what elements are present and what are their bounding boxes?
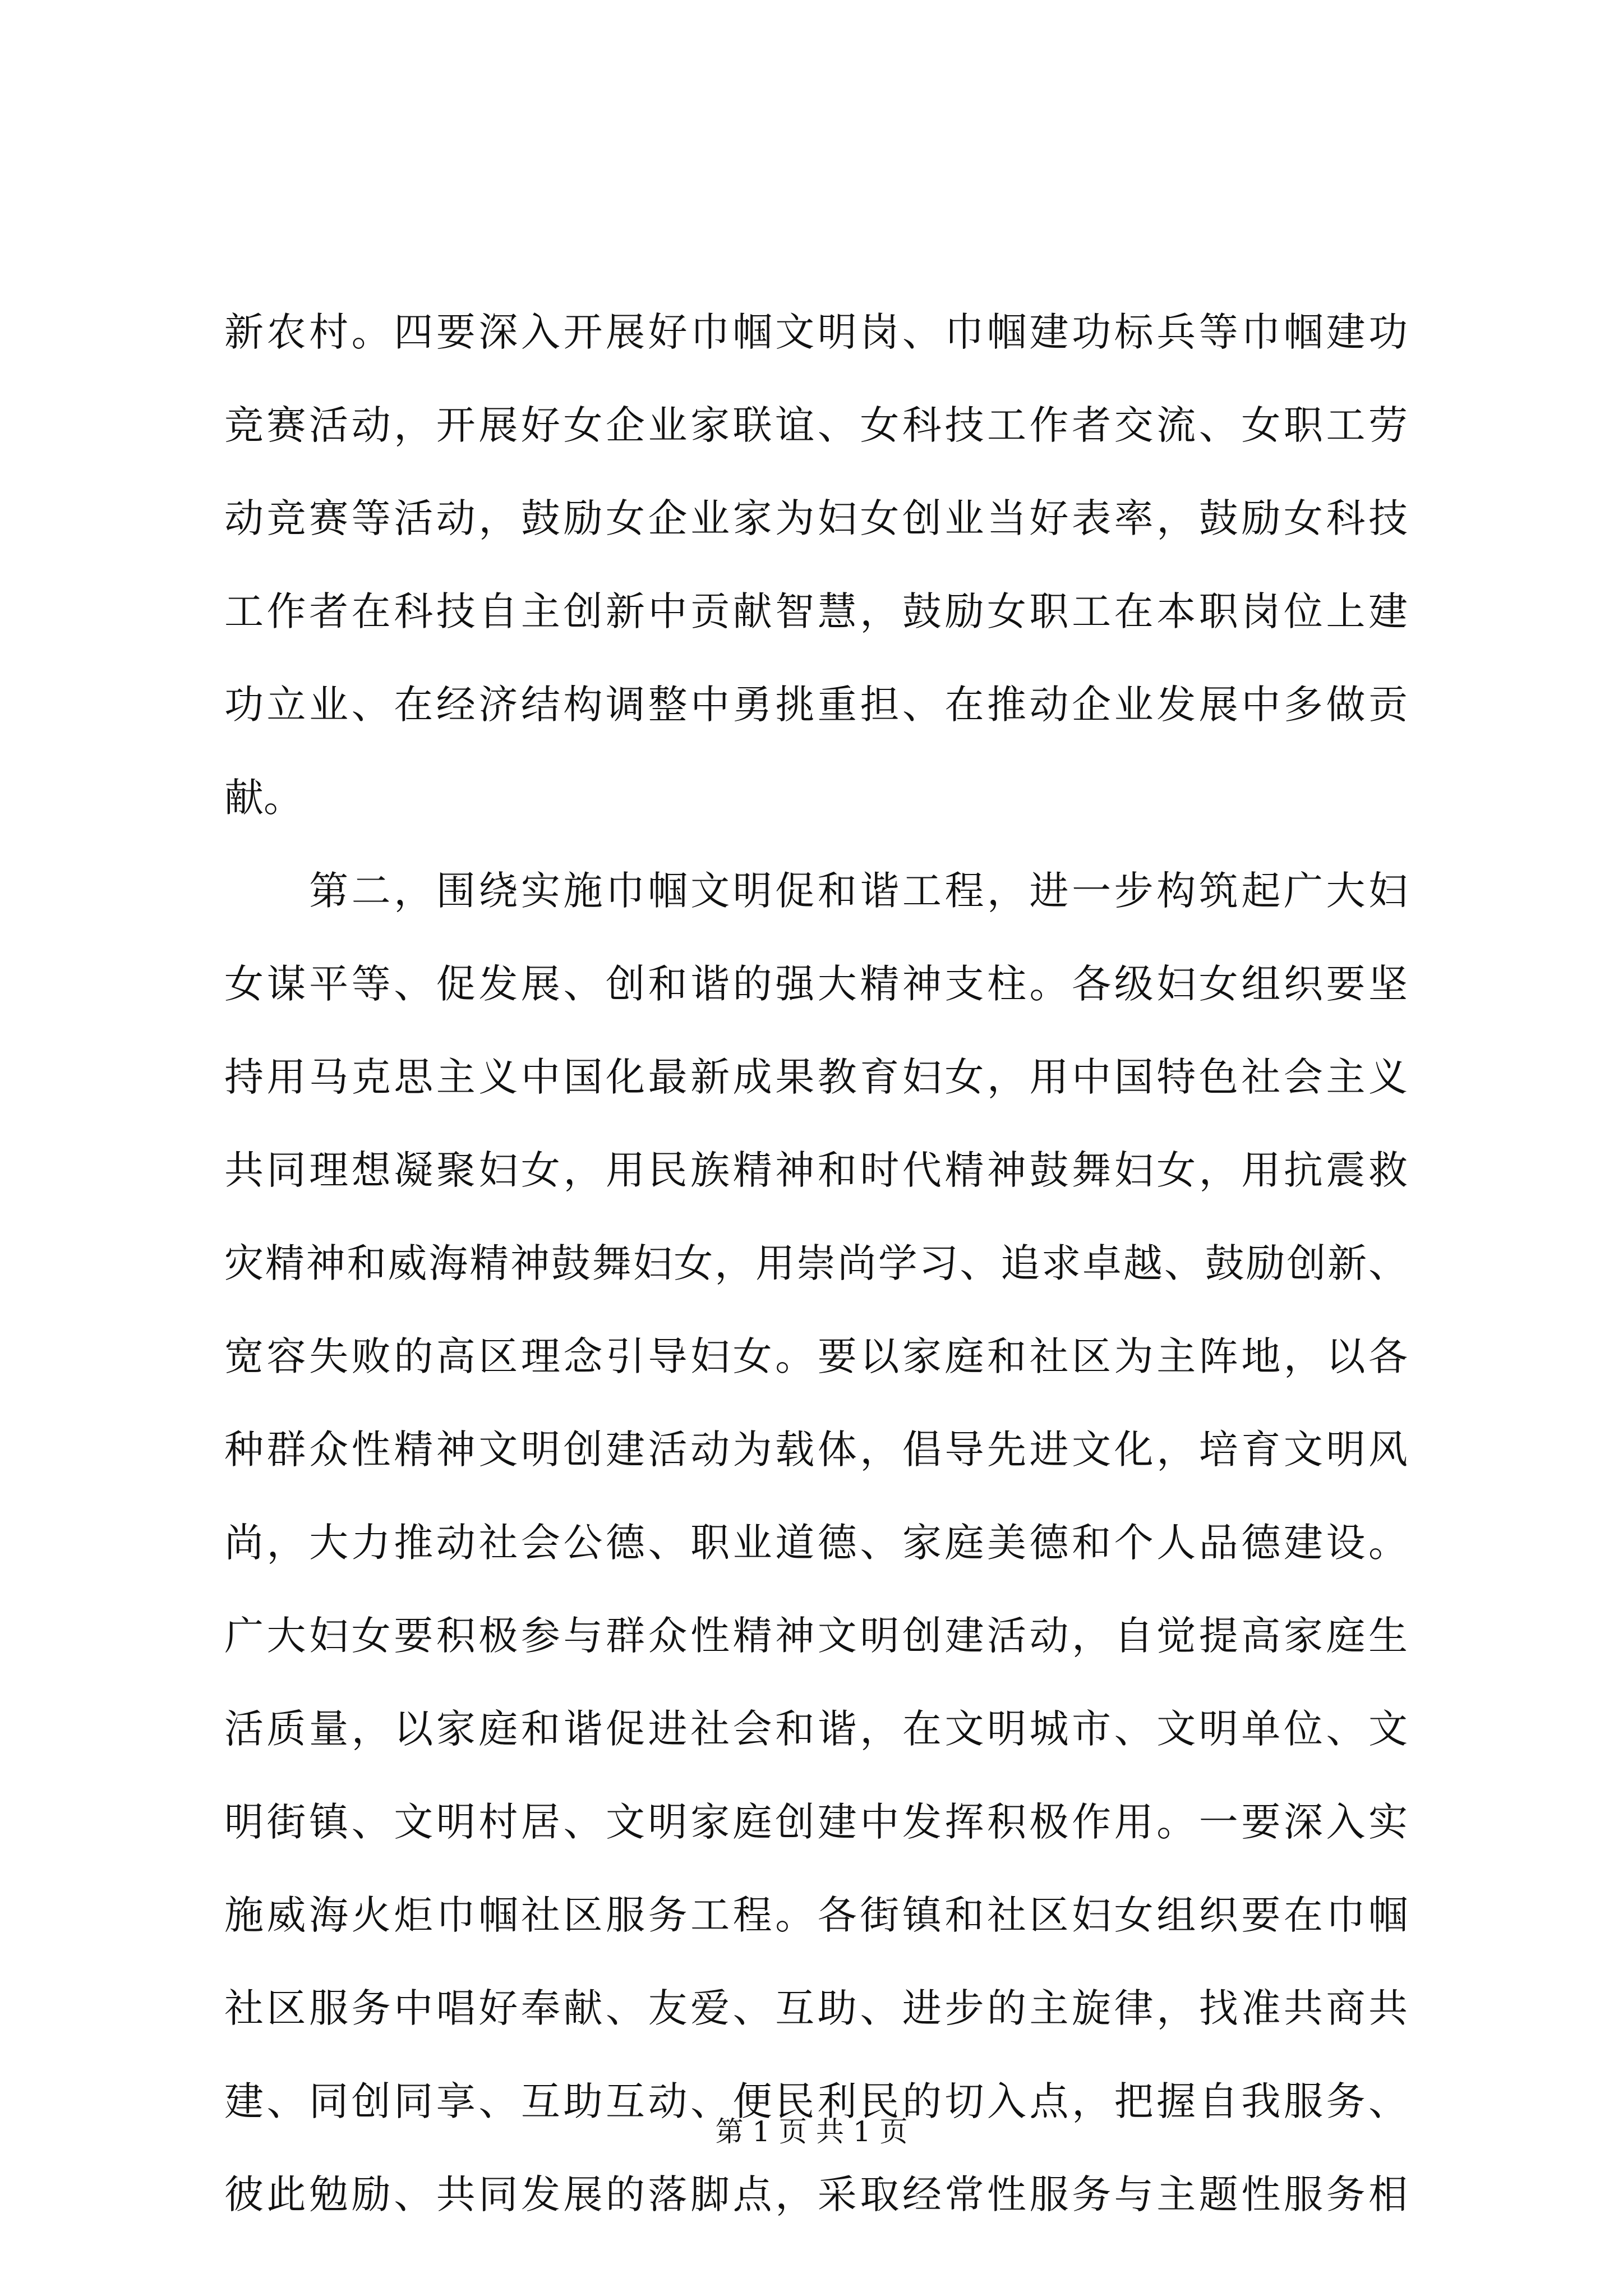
body-text [224, 296, 1408, 2252]
text-line: 彼此勉励、共同发展的落脚点，采取经常性服务与主题性服务相 [224, 2171, 1408, 2217]
text-line: 广大妇女要积极参与群众性精神文明创建活动，自觉提高家庭生 [224, 1613, 1408, 1659]
text-line: 新农村。四要深入开展好巾帼文明岗、巾帼建功标兵等巾帼建功 [224, 309, 1408, 355]
page-footer: 第 1 页 共 1 页 [715, 2115, 908, 2148]
text-line: 动竞赛等活动，鼓励女企业家为妇女创业当好表率，鼓励女科技 [224, 495, 1408, 541]
text-line: 种群众性精神文明创建活动为载体，倡导先进文化，培育文明风 [224, 1427, 1408, 1473]
text-line: 持用马克思主义中国化最新成果教育妇女，用中国特色社会主义 [224, 1054, 1408, 1100]
text-line: 献。 [224, 775, 303, 821]
text-line: 施威海火炬巾帼社区服务工程。各街镇和社区妇女组织要在巾帼 [224, 1892, 1408, 1938]
text-line: 社区服务中唱好奉献、友爱、互助、进步的主旋律，找准共商共 [224, 1985, 1408, 2031]
text-line: 女谋平等、促发展、创和谐的强大精神支柱。各级妇女组织要坚 [224, 961, 1408, 1007]
text-line: 活质量，以家庭和谐促进社会和谐，在文明城市、文明单位、文 [224, 1706, 1408, 1752]
text-line: 工作者在科技自主创新中贡献智慧，鼓励女职工在本职岗位上建 [224, 588, 1408, 634]
text-line: 竞赛活动，开展好女企业家联谊、女科技工作者交流、女职工劳 [224, 402, 1408, 448]
text-line: 灾精神和威海精神鼓舞妇女，用崇尚学习、追求卓越、鼓励创新、 [224, 1240, 1408, 1286]
text-line: 功立业、在经济结构调整中勇挑重担、在推动企业发展中多做贡 [224, 682, 1408, 728]
text-line: 建、同创同享、互助互动、便民利民的切入点，把握自我服务、 [224, 2078, 1408, 2124]
text-line: 尚，大力推动社会公德、职业道德、家庭美德和个人品德建设。 [224, 1520, 1408, 1566]
text-line: 第二，围绕实施巾帼文明促和谐工程，进一步构筑起广大妇 [224, 868, 1408, 914]
text-line: 宽容失败的高区理念引导妇女。要以家庭和社区为主阵地，以各 [224, 1333, 1408, 1379]
text-line: 明街镇、文明村居、文明家庭创建中发挥积极作用。一要深入实 [224, 1799, 1408, 1845]
text-line: 共同理想凝聚妇女，用民族精神和时代精神鼓舞妇女，用抗震救 [224, 1147, 1408, 1193]
